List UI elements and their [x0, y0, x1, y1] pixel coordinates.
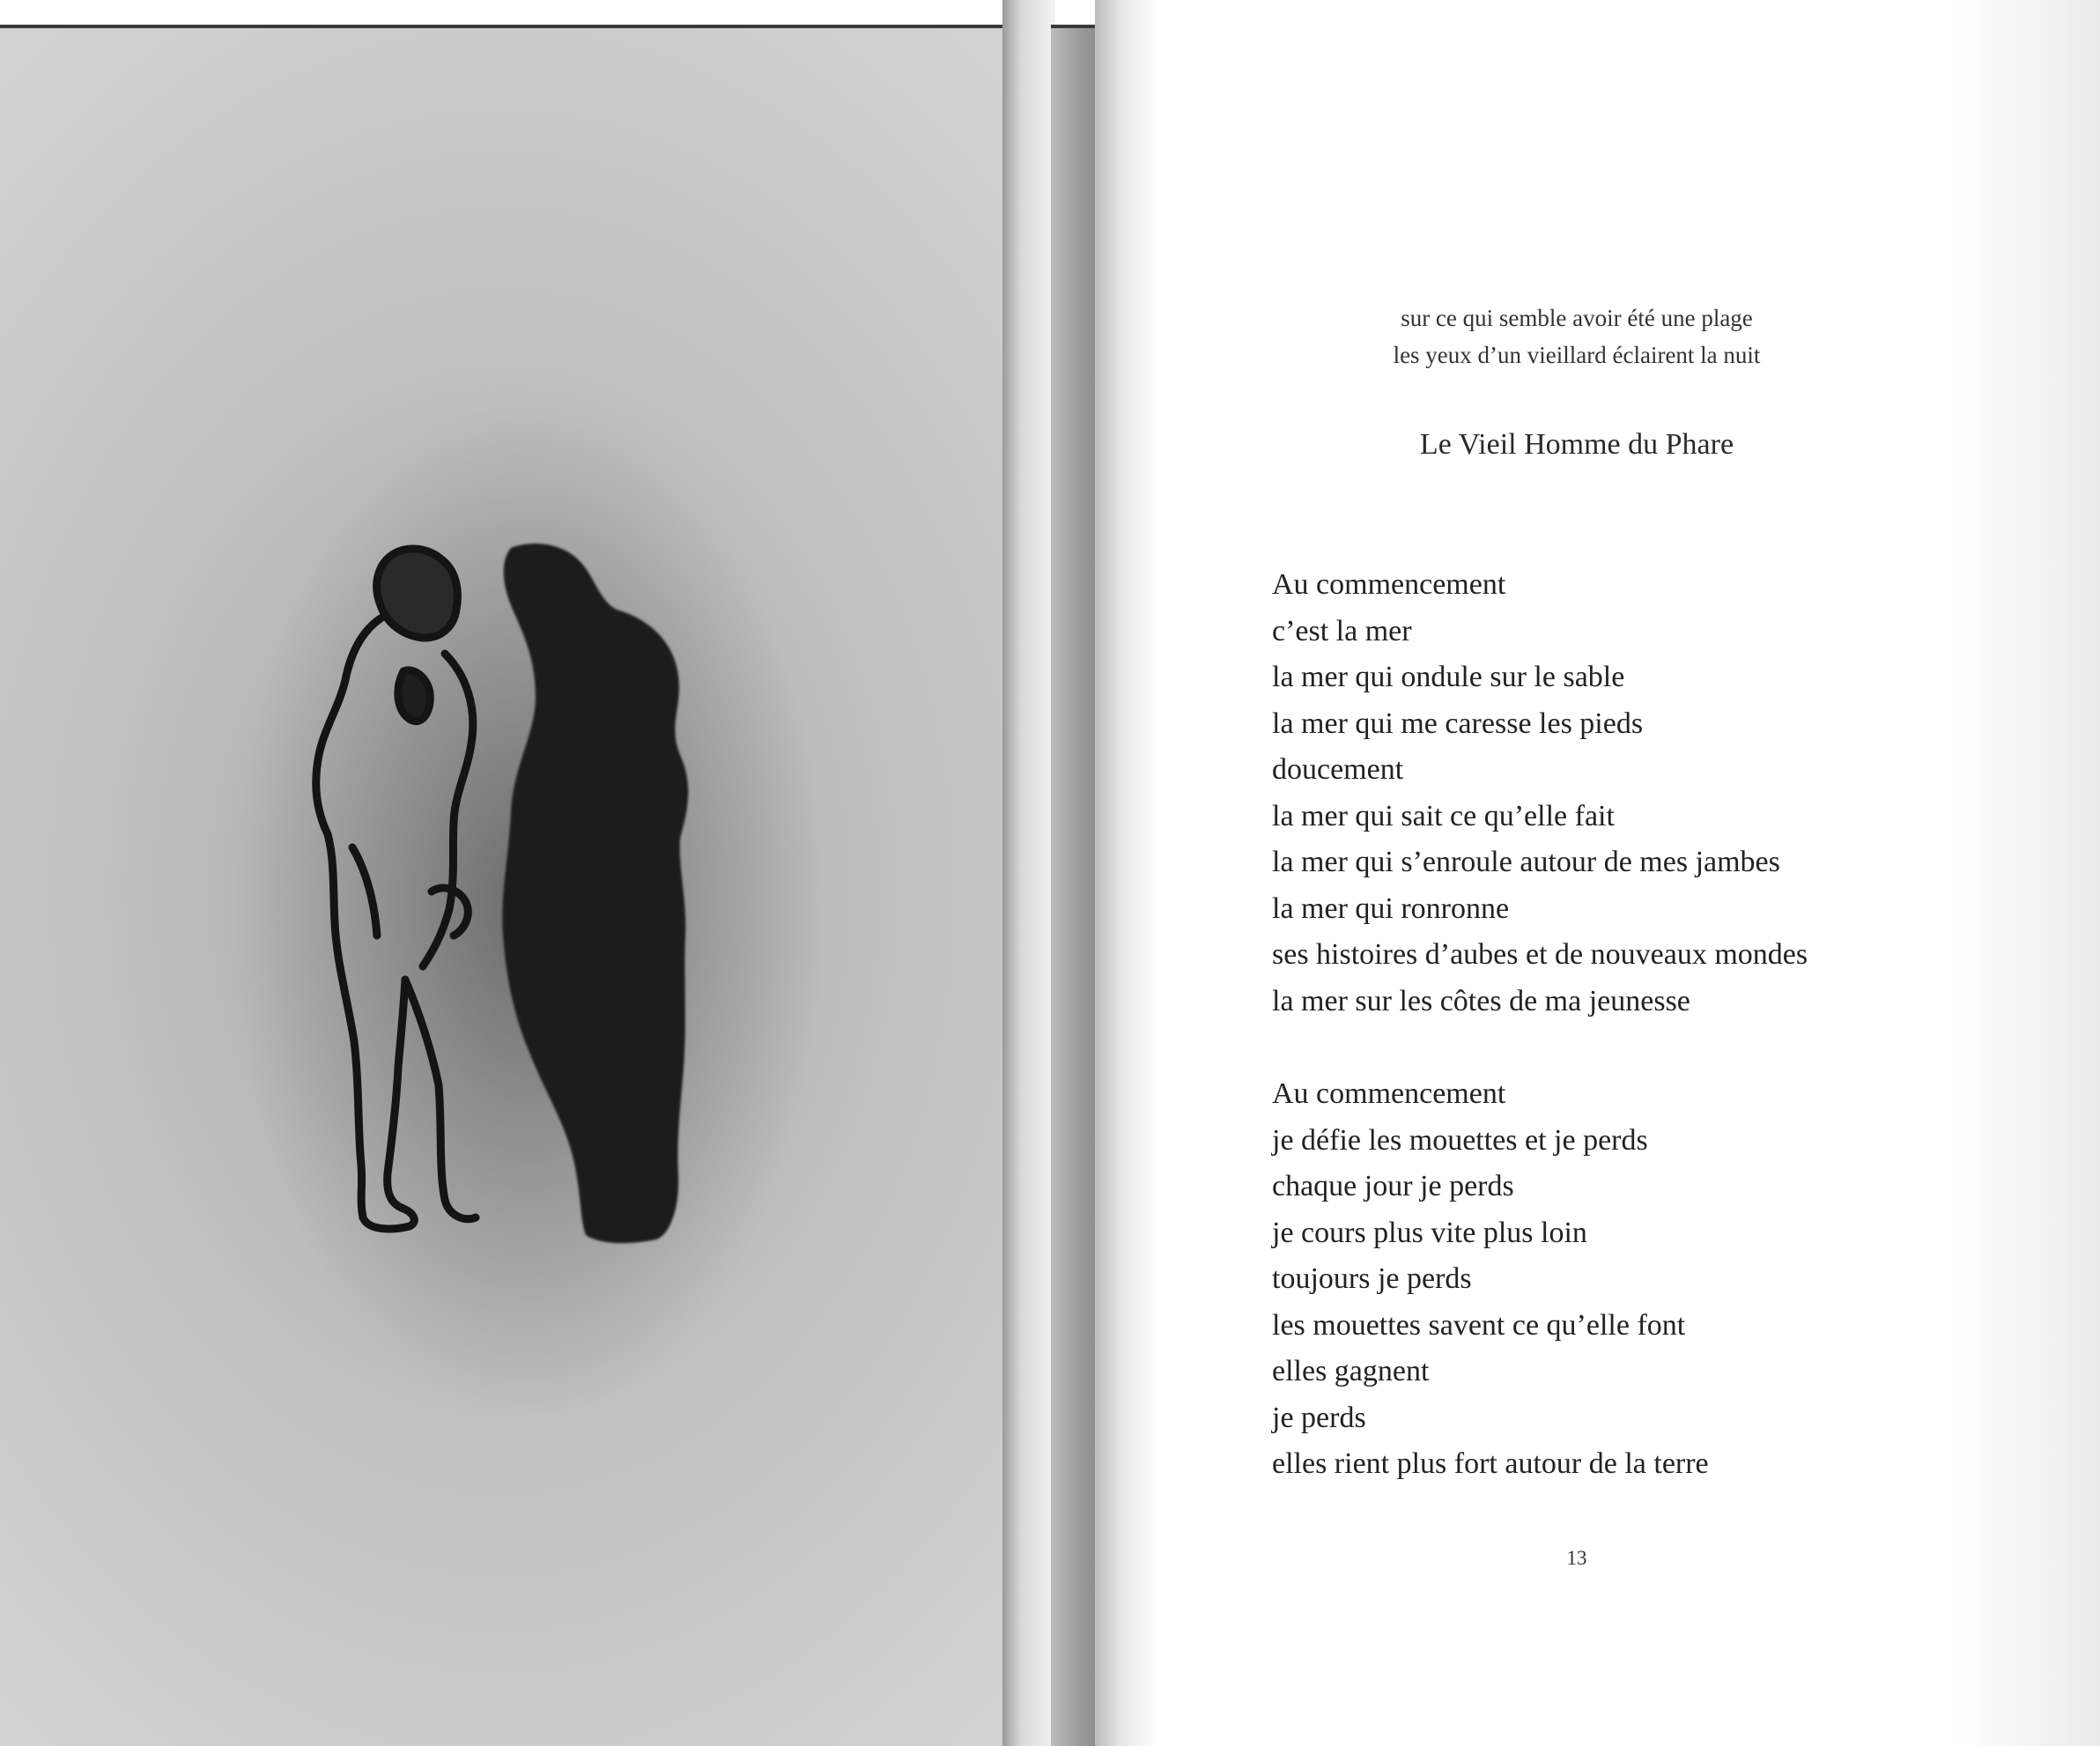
- poem-line: Au commencement: [1272, 1077, 1506, 1110]
- illustration-plate: [0, 25, 1007, 1746]
- poem-stanza-2: [1272, 1071, 1941, 1488]
- poem-line: doucement: [1272, 753, 1404, 786]
- poem-line: je perds: [1272, 1401, 1366, 1434]
- poem-line: la mer qui s’enroule autour de mes jambes: [1272, 846, 1780, 878]
- poem-line: la mer qui ondule sur le sable: [1272, 661, 1625, 693]
- right-page-edge-shading: [1950, 0, 2100, 1746]
- right-page-gutter-shadow: [1095, 0, 1157, 1746]
- poem-stanza-1: [1272, 562, 1941, 1025]
- poem-line: la mer qui sait ce qu’elle fait: [1272, 799, 1615, 832]
- poem-title: Le Vieil Homme du Phare: [1419, 428, 1734, 461]
- poem-line: elles gagnent: [1272, 1355, 1430, 1387]
- poem-line: ses histoires d’aubes et de nouveaux mondes: [1272, 938, 1808, 971]
- poem-line: chaque jour je perds: [1272, 1170, 1514, 1202]
- left-page: [0, 0, 1007, 1746]
- figures-illustration: [299, 522, 722, 1314]
- epigraph-line: sur ce qui semble avoir été une plage: [1401, 305, 1753, 331]
- poem-line: la mer sur les côtes de ma jeunesse: [1272, 984, 1690, 1017]
- poem-line: elles rient plus fort autour de la terre: [1272, 1447, 1709, 1480]
- poem-line: la mer qui me caresse les pieds: [1272, 707, 1644, 740]
- page-number: 13: [1566, 1547, 1587, 1569]
- outline-figure: [316, 549, 476, 1229]
- poem-line: je défie les mouettes et je perds: [1272, 1123, 1648, 1157]
- shadow-figure: [502, 544, 688, 1243]
- poem-line: je cours plus vite plus loin: [1272, 1216, 1587, 1249]
- epigraph-line: les yeux d’un vieillard éclairent la nuit: [1393, 342, 1761, 368]
- underlying-page-edge: [1051, 25, 1095, 1746]
- poem-line: toujours je perds: [1272, 1262, 1472, 1295]
- poem-line: les mouettes savent ce qu’elle font: [1272, 1308, 1686, 1342]
- poem-line: Au commencement: [1272, 568, 1506, 601]
- poem-line: la mer qui ronronne: [1272, 891, 1510, 925]
- epigraph: [1295, 300, 1859, 374]
- left-page-gutter-shadow: [1002, 0, 1055, 1746]
- poem-line: c’est la mer: [1272, 614, 1412, 647]
